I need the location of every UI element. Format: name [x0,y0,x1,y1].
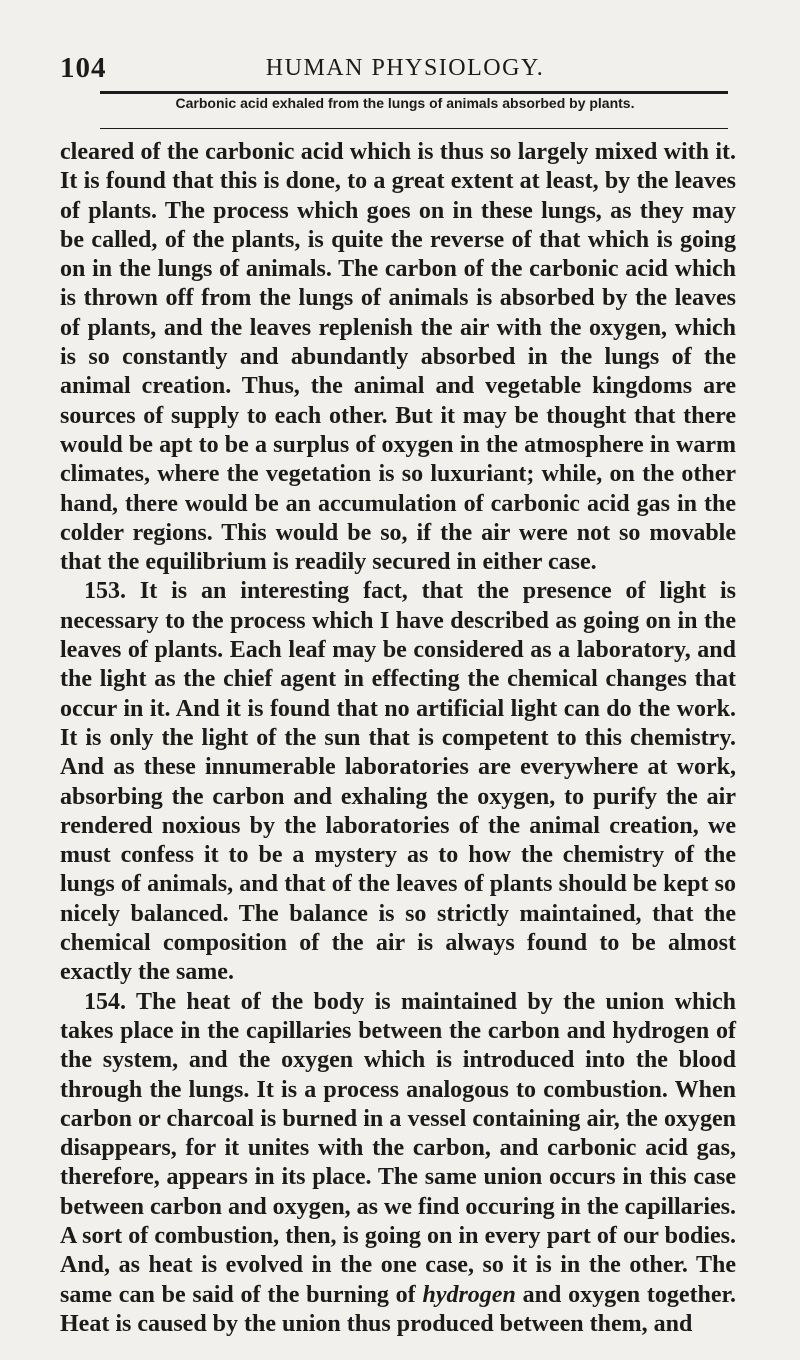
body-text [60,138,736,1339]
side-note: Carbonic acid exhaled from the lungs of animals absorbed by plants. [175,95,635,111]
paragraph-154 [60,988,736,1340]
paragraph-154-text-b: and oxygen together. Heat is caused by the union thus produced between them, and [60,1281,737,1337]
header-rule-thick [100,91,728,94]
page-number: 104 [60,52,107,84]
running-title: HUMAN PHYSIOLOGY. [265,55,545,81]
paragraph-153: 153. It is an interesting fact, that the presence of light is necessary to the process which I have described as going on in the leaves of plants. Each leaf may be considered as a laboratory, and the light as the chief agent in effecting the chemical changes that occur in it. And it is found that no artificial light can do the work. It is only the light of the sun that is competent to this chemistry. And as these innumerable laboratories are everywhere at work, absorbing the carbon and exhaling the oxygen, to purify the air rendered noxious by the laboratories of the animal creation, we must confess it to be a mystery as to how the chemistry of the lungs of animals, and that of the leaves of plants should be kept so nicely balanced. The balance is so strictly maintained, that the chemical composition of the air is always found to be almost exactly the same. [60,578,736,986]
paragraph-continued: cleared of the carbonic acid which is thus so largely mixed with it. It is found that this is done, to a great extent at least, by the leaves of plants. The process which goes on in these lungs, as they may be called, of the plants, is quite the reverse of that which is going on in the lungs of animals. The carbon of the carbonic acid which is thrown off from the lungs of animals is absorbed by the leaves of plants, and the leaves replenish the air with the oxygen, which is so constantly and abundantly absorbed in the lungs of the animal creation. Thus, the animal and vegetable kingdoms are sources of supply to each other. But it may be thought that there would be apt to be a surplus of oxygen in the atmosphere in warm climates, where the vegetation is so luxuriant; while, on the other hand, there would be an accumulation of carbonic acid gas in the colder regions. This would be so, if the air were not so movable that the equilibrium is readily secured in either case. [60,139,736,576]
running-head [60,52,750,92]
italic-term-hydrogen: hydrogen [422,1281,516,1308]
paragraph-154-text-a: 154. The heat of the body is maintained by the union which takes place in the capillaries between the carbon and hydrogen of the system, and the oxygen which is introduced into the blood through the lungs. It is a process analogous to combustion. When carbon or charcoal is burned in a vessel containing air, the oxygen disappears, for it unites with the carbon, and carbonic acid gas, therefore, appears in its place. The same union occurs in this case between carbon and oxygen, as we find occuring in the capillaries. A sort of combustion, then, is going on in every part of our bodies. And, as heat is evolved in the one case, so it is in the other. The same can be said of the burning of [60,988,736,1308]
header-rule-thin [100,128,728,129]
